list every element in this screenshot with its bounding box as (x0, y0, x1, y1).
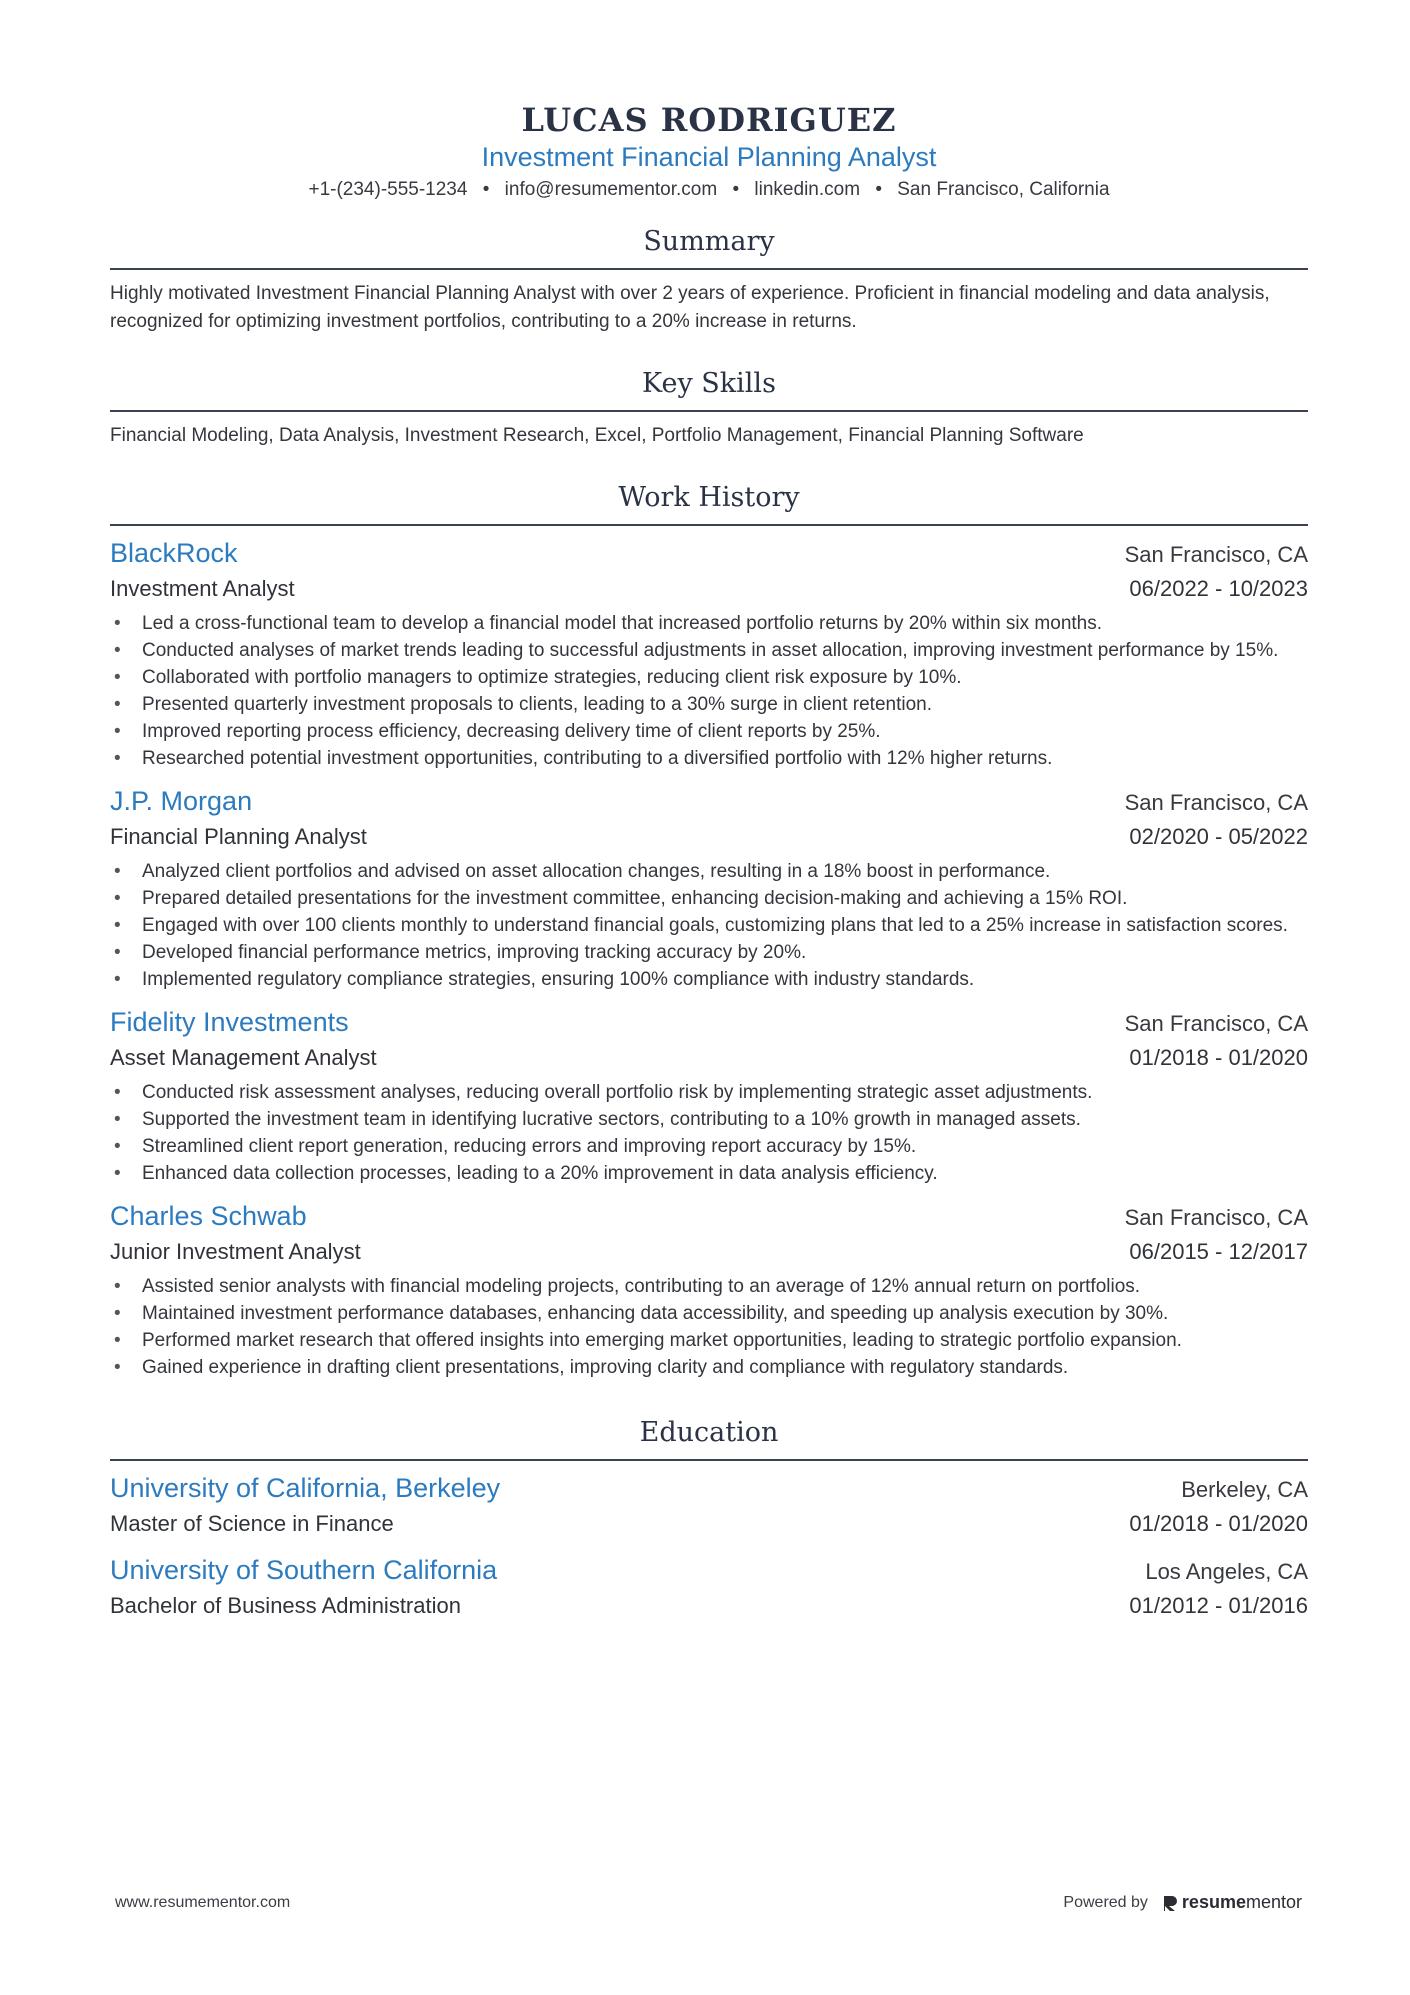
job-bullet: • Prepared detailed presentations for the investment committee, enhancing decision-making and achieving a 15% ROI. (110, 885, 1308, 912)
job-bullet: • Collaborated with portfolio managers to optimize strategies, reducing client risk exposure by 10%. (110, 664, 1308, 691)
job-bullet: • Streamlined client report generation, reducing errors and improving report accuracy by 15%. (110, 1133, 1308, 1160)
job-entry (110, 784, 1308, 993)
job-bullet: • Engaged with over 100 clients monthly to understand financial goals, customizing plans that led to a 25% increase in satisfaction scores. (110, 912, 1308, 939)
job-dates: 06/2022 - 10/2023 (1129, 576, 1308, 601)
powered-by-label: Powered by (1063, 1893, 1148, 1911)
job-location: San Francisco, CA (1124, 790, 1308, 815)
edu-header-row (110, 1553, 1308, 1589)
resume-content (110, 100, 1308, 1623)
edu-degree: Master of Science in Finance (110, 1511, 394, 1536)
job-bullet: • Assisted senior analysts with financial modeling projects, contributing to an average of 12% annual return on portfolios. (110, 1273, 1308, 1300)
edu-location: Berkeley, CA (1181, 1477, 1308, 1502)
job-header-row (110, 1005, 1308, 1041)
edu-dates: 01/2012 - 01/2016 (1129, 1593, 1308, 1618)
edu-degree-row (110, 1589, 1308, 1623)
education-list (110, 1471, 1308, 1623)
job-company: Fidelity Investments (110, 1007, 349, 1037)
job-bullets (110, 610, 1308, 772)
job-location: San Francisco, CA (1124, 542, 1308, 567)
job-bullet: • Analyzed client portfolios and advised on asset allocation changes, resulting in a 18% boost in performance. (110, 858, 1308, 885)
job-location: San Francisco, CA (1124, 1205, 1308, 1230)
job-company: Charles Schwab (110, 1201, 307, 1231)
edu-school: University of California, Berkeley (110, 1473, 501, 1503)
job-bullet: • Conducted analyses of market trends leading to successful adjustments in asset allocation, improving investment performance by 15%. (110, 637, 1308, 664)
job-bullet: • Implemented regulatory compliance strategies, ensuring 100% compliance with industry standards. (110, 966, 1308, 993)
job-bullet: • Maintained investment performance databases, enhancing data accessibility, and speeding up analysis execution by 30%. (110, 1300, 1308, 1327)
work-list (110, 536, 1308, 1381)
job-bullet: • Developed financial performance metrics, improving tracking accuracy by 20%. (110, 939, 1308, 966)
job-company: BlackRock (110, 538, 238, 568)
job-company: J.P. Morgan (110, 786, 253, 816)
job-role-row (110, 572, 1308, 606)
job-header-row (110, 784, 1308, 820)
job-bullet: • Performed market research that offered insights into emerging market opportunities, leading to strategic portfolio expansion. (110, 1327, 1308, 1354)
contact-location: San Francisco, California (897, 179, 1110, 200)
footer (115, 1892, 1302, 1913)
contact-separator: • (875, 179, 882, 200)
job-bullet: • Improved reporting process efficiency, decreasing delivery time of client reports by 25%. (110, 718, 1308, 745)
work-heading: Work History (110, 480, 1308, 526)
job-header-row (110, 1199, 1308, 1235)
job-bullet: • Enhanced data collection processes, leading to a 20% improvement in data analysis efficiency. (110, 1160, 1308, 1187)
job-entry (110, 1005, 1308, 1187)
job-bullets (110, 858, 1308, 993)
edu-header-row (110, 1471, 1308, 1507)
education-section (110, 1415, 1308, 1623)
contact-separator: • (482, 179, 490, 200)
summary-section (110, 224, 1308, 336)
job-role-row (110, 1235, 1308, 1269)
job-role: Financial Planning Analyst (110, 824, 367, 849)
skills-section (110, 366, 1308, 450)
brand-name-bold: resume (1181, 1892, 1246, 1912)
job-bullet: • Conducted risk assessment analyses, reducing overall portfolio risk by implementing strategic asset adjustments. (110, 1079, 1308, 1106)
job-entry (110, 536, 1308, 772)
work-section (110, 480, 1308, 1381)
job-bullet: • Supported the investment team in identifying lucrative sectors, contributing to a 10% growth in managed assets. (110, 1106, 1308, 1133)
candidate-name: LUCAS RODRIGUEZ (521, 101, 897, 139)
job-dates: 02/2020 - 05/2022 (1129, 824, 1308, 849)
summary-heading: Summary (110, 224, 1308, 270)
candidate-title: Investment Financial Planning Analyst (481, 142, 937, 172)
powered-by (1063, 1892, 1302, 1913)
skills-heading: Key Skills (110, 366, 1308, 412)
edu-degree-row (110, 1507, 1308, 1541)
education-entry (110, 1471, 1308, 1541)
job-role: Junior Investment Analyst (110, 1239, 361, 1264)
edu-location: Los Angeles, CA (1145, 1559, 1308, 1584)
skills-text: Financial Modeling, Data Analysis, Investment Research, Excel, Portfolio Management, Financial Planning Software (110, 425, 1084, 446)
contact-separator: • (732, 179, 740, 200)
contact-email[interactable]: info@resumementor.com (504, 179, 718, 200)
job-dates: 06/2015 - 12/2017 (1129, 1239, 1308, 1264)
brand-name-light: mentor (1245, 1892, 1302, 1912)
job-dates: 01/2018 - 01/2020 (1129, 1045, 1308, 1070)
job-bullets (110, 1273, 1308, 1381)
edu-school: University of Southern California (110, 1555, 498, 1585)
contact-linkedin[interactable]: linkedin.com (754, 179, 861, 200)
brand-mark-icon (1162, 1894, 1178, 1912)
resume-header (110, 100, 1308, 204)
brand-logo[interactable] (1162, 1892, 1302, 1913)
job-role: Asset Management Analyst (110, 1045, 377, 1070)
job-header-row (110, 536, 1308, 572)
job-role-row (110, 1041, 1308, 1075)
job-location: San Francisco, CA (1124, 1011, 1308, 1036)
job-bullet: • Presented quarterly investment proposals to clients, leading to a 30% surge in client retention. (110, 691, 1308, 718)
job-role-row (110, 820, 1308, 854)
job-entry (110, 1199, 1308, 1381)
education-entry (110, 1553, 1308, 1623)
footer-website[interactable]: www.resumementor.com (115, 1893, 291, 1911)
summary-text: Highly motivated Investment Financial Planning Analyst with over 2 years of experience. Proficient in financial modeling and data analysis, recognized for optimizing investment portfolios, contributing to a 20% increase in returns. (110, 283, 1270, 332)
job-role: Investment Analyst (110, 576, 295, 601)
contact-line (110, 176, 1308, 204)
edu-dates: 01/2018 - 01/2020 (1129, 1511, 1308, 1536)
job-bullet: • Researched potential investment opportunities, contributing to a diversified portfolio with 12% higher returns. (110, 745, 1308, 772)
job-bullet: • Led a cross-functional team to develop a financial model that increased portfolio returns by 20% within six months. (110, 610, 1308, 637)
contact-phone: +1-(234)-555-1234 (308, 179, 468, 200)
job-bullets (110, 1079, 1308, 1187)
edu-degree: Bachelor of Business Administration (110, 1593, 461, 1618)
education-heading: Education (110, 1415, 1308, 1461)
job-bullet: • Gained experience in drafting client presentations, improving clarity and compliance with regulatory standards. (110, 1354, 1308, 1381)
